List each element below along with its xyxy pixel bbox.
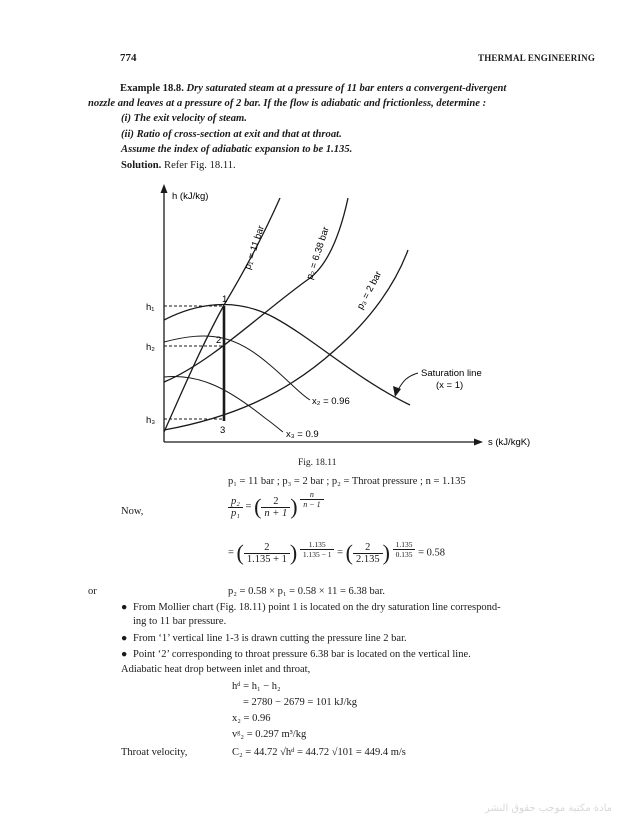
hd-definition: hᵈ = h₁ − h₂ [232,681,281,692]
bullet-3: ● Point ‘2’ corresponding to throat pressure 6.38 bar is located on the vertical line. [121,649,471,660]
x3-label: x₃ = 0.9 [286,429,319,440]
page-number: 774 [120,52,137,64]
point-3-label: 3 [220,425,226,436]
isobar-label-p3: p₃ = 2 bar [354,269,385,312]
ratio-lhs [228,496,243,519]
h3-label: h₃ [146,415,156,426]
throat-velocity-equation: C₂ = 44.72 √hᵈ = 44.72 √101 = 449.4 m/s [232,747,406,758]
vg2-value: vᵍ₂ = 0.297 m³/kg [232,729,307,740]
y-axis-label: h (kJ/kg) [172,191,209,202]
throat-velocity-label: Throat velocity, [121,747,188,758]
given-values: p₁ = 11 bar ; p₃ = 2 bar ; p₂ = Throat pressure ; n = 1.135 [228,476,466,487]
x-axis-arrow [474,439,483,446]
bullet-2: ● From ‘1’ vertical line 1-3 is drawn cutting the pressure line 2 bar. [121,633,407,644]
ratio-equation: $\frac{\text{p₂}}{\text{p₁}}$ = ( $\frac{2}{n + 1}$ ) $\frac{n}{n - 1}$ [228,494,324,534]
heat-drop-text: Adiabatic heat drop between inlet and throat, [121,664,311,675]
saturation-label: Saturation line [421,368,482,379]
book-title: THERMAL ENGINEERING [478,53,596,63]
figure-caption: Fig. 18.11 [298,458,337,468]
hd-value: = 2780 − 2679 = 101 kJ/kg [243,697,358,708]
ratio-exp-den: n − 1 [303,500,321,509]
x-axis-label: s (kJ/kgK) [488,437,531,448]
watermark: مادة مكتبة موجب حقوق النشر [484,803,612,814]
x2-value: x₂ = 0.96 [232,713,271,724]
ratio-exp-num: n [300,490,323,500]
ratio-lhs-num: p₂ [228,496,243,508]
ratio-exponent [300,490,323,509]
bullet-1: ● From Mollier chart (Fig. 18.11) point 1 is located on the dry saturation line correspond- ing to 11 bar pressure. [121,602,501,627]
isobar-label-p2: p₂ = 6.38 bar [304,225,332,281]
point-1-label: 1 [222,294,228,305]
ratio-rhs [261,496,290,519]
or-label: or [88,586,97,597]
saturation-label-x: (x = 1) [436,380,464,391]
h1-label: h₁ [146,302,155,313]
ratio-rhs-den: n + 1 [264,507,288,519]
ratio-rhs-num: 2 [261,496,290,508]
p2-calculation: p₂ = 0.58 × p₁ = 0.58 × 11 = 6.38 bar. [228,586,385,597]
point-2-label: 2 [216,335,222,346]
example-label: Example 18.8. [120,83,184,94]
saturation-line [164,305,410,405]
solution-line [121,158,236,174]
item-ii: (ii) Ratio of cross-section at exit and that at throat. [121,129,342,140]
example-statement-line2: nozzle and leaves at a pressure of 2 bar. If the flow is adiabatic and frictionless, determine : [88,98,487,109]
ratio-numeric-step: = ( $\frac{2}{1.135 + 1}$ ) $\frac{1.135}{1.135 - 1}$ = ( $\frac{2}{2.135}$ ) $\frac{1.135}{0.135}$ = 0.58 [228,540,445,565]
solution-text: Refer Fig. 18.11. [164,160,236,171]
isobar-label-p1: p₁ = 11 bar [242,224,267,271]
ratio-result: = 0.58 [418,547,445,559]
ratio-lhs-den: p₁ [231,507,240,519]
example-statement-line1: Dry saturated steam at a pressure of 11 bar enters a convergent-divergent [186,83,507,94]
item-i: (i) The exit velocity of steam. [121,113,247,124]
solution-label: Solution. [121,160,162,171]
y-axis-arrow [161,184,168,193]
assumption: Assume the index of adiabatic expansion to be 1.135. [121,144,353,155]
h2-label: h₂ [146,342,155,353]
x2-label: x₂ = 0.96 [312,396,350,407]
example-statement [120,81,600,97]
now-label: Now, [121,506,144,517]
mollier-diagram [140,180,531,455]
